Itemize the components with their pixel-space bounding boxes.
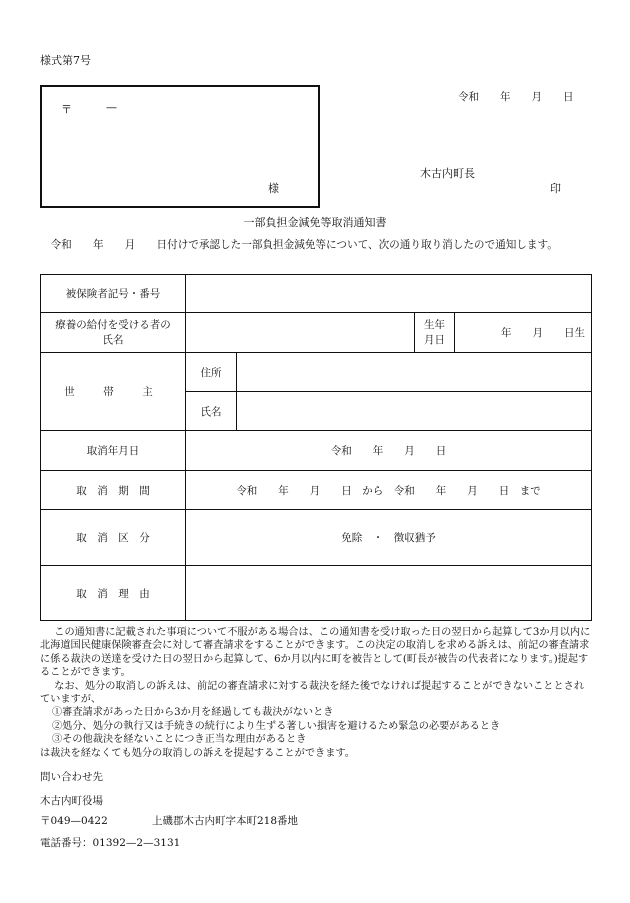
table-row — [41, 431, 592, 471]
postal-dash: — — [106, 101, 117, 114]
contact-postal-code: 〒049—0422 — [40, 815, 108, 827]
table-row — [41, 313, 592, 353]
notes-item-3: ③その他裁決を経ないことにつき正当な理由があるとき — [52, 734, 307, 746]
issue-date: 令和 年 月 日 — [458, 91, 574, 103]
notes-section — [40, 626, 594, 760]
birth-date-label — [415, 313, 455, 353]
name-label: 氏名 — [186, 392, 237, 431]
cancel-reason-label: 取 消 理 由 — [41, 566, 186, 621]
address-label: 住所 — [186, 353, 237, 392]
household-address-value[interactable] — [237, 353, 592, 392]
recipient-label-line1: 療養の給付を受ける者の — [55, 318, 171, 331]
table-row — [41, 471, 592, 510]
cancel-date-value[interactable]: 令和 年 月 日 — [186, 431, 592, 471]
intro-text: 令和 年 月 日付けで承認した一部負担金減免等について、次の通り取り消したので通知します。 — [40, 239, 558, 251]
insured-number-label: 被保険者記号・番号 — [41, 275, 186, 313]
notes-item-1: ①審査請求があった日から3か月を経過しても裁決がないとき — [52, 707, 334, 719]
birth-label-line1: 生年 — [424, 318, 445, 331]
insured-number-value[interactable] — [186, 275, 592, 313]
notes-paragraph-1: この通知書に記載された事項について不服がある場合は、この通知書を受け取った日の翌日から起算して3か月以内に北海道国民健康保険審査会に対して審査請求をすることができます。この決定の取消しを求める訴えは、前記の審査請求に係る裁決の送達を受けた日の翌日から起算して、6か月以内に町を被告として(町長が被告の代表者になります。)提起することができます。 — [40, 627, 591, 679]
notes-paragraph-2: なお、処分の取消しの訴えは、前記の審査請求に対する裁決を経た後でなければ提起することができないこととされていますが、 — [40, 680, 585, 706]
honorific: 様 — [268, 182, 279, 195]
birth-date-value[interactable]: 年 月 日生 — [455, 313, 592, 353]
recipient-address-box — [40, 85, 320, 208]
issuer-name: 木古内町長 — [420, 167, 475, 180]
recipient-name-value[interactable] — [186, 313, 415, 353]
table-row — [41, 353, 592, 392]
household-head-label: 世 帯 主 — [41, 353, 186, 431]
household-name-value[interactable] — [237, 392, 592, 431]
cancel-period-value[interactable]: 令和 年 月 日 から 令和 年 月 日 まで — [186, 471, 592, 510]
contact-phone: 電話番号：01392—2—3131 — [40, 837, 181, 849]
notes-item-2: ②処分、処分の執行又は手続きの続行により生ずる著しい損害を避けるため緊急の必要があるとき — [52, 720, 501, 732]
cancellation-table — [40, 274, 592, 621]
table-row — [41, 275, 592, 313]
form-number: 様式第7号 — [40, 54, 91, 67]
notes-closing: は裁決を経なくても処分の取消しの訴えを提起することができます。 — [40, 747, 355, 759]
cancel-category-label: 取 消 区 分 — [41, 510, 186, 566]
recipient-name-label — [41, 313, 186, 353]
cancel-category-value[interactable]: 免除 ・ 徴収猶予 — [186, 510, 592, 566]
document-title: 一部負担金減免等取消通知書 — [243, 216, 387, 229]
cancel-date-label: 取消年月日 — [41, 431, 186, 471]
postal-mark: 〒 — [61, 103, 72, 116]
table-row — [41, 510, 592, 566]
table-row — [41, 566, 592, 621]
birth-label-line2: 月日 — [424, 333, 445, 346]
contact-address: 上磯郡木古内町字本町218番地 — [152, 815, 299, 827]
seal-mark: 印 — [550, 182, 561, 195]
contact-office: 木古内町役場 — [40, 795, 103, 807]
recipient-label-line2: 氏名 — [102, 333, 124, 346]
cancel-reason-value[interactable] — [186, 566, 592, 621]
cancel-period-label: 取 消 期 間 — [41, 471, 186, 510]
contact-heading: 問い合わせ先 — [40, 771, 103, 783]
